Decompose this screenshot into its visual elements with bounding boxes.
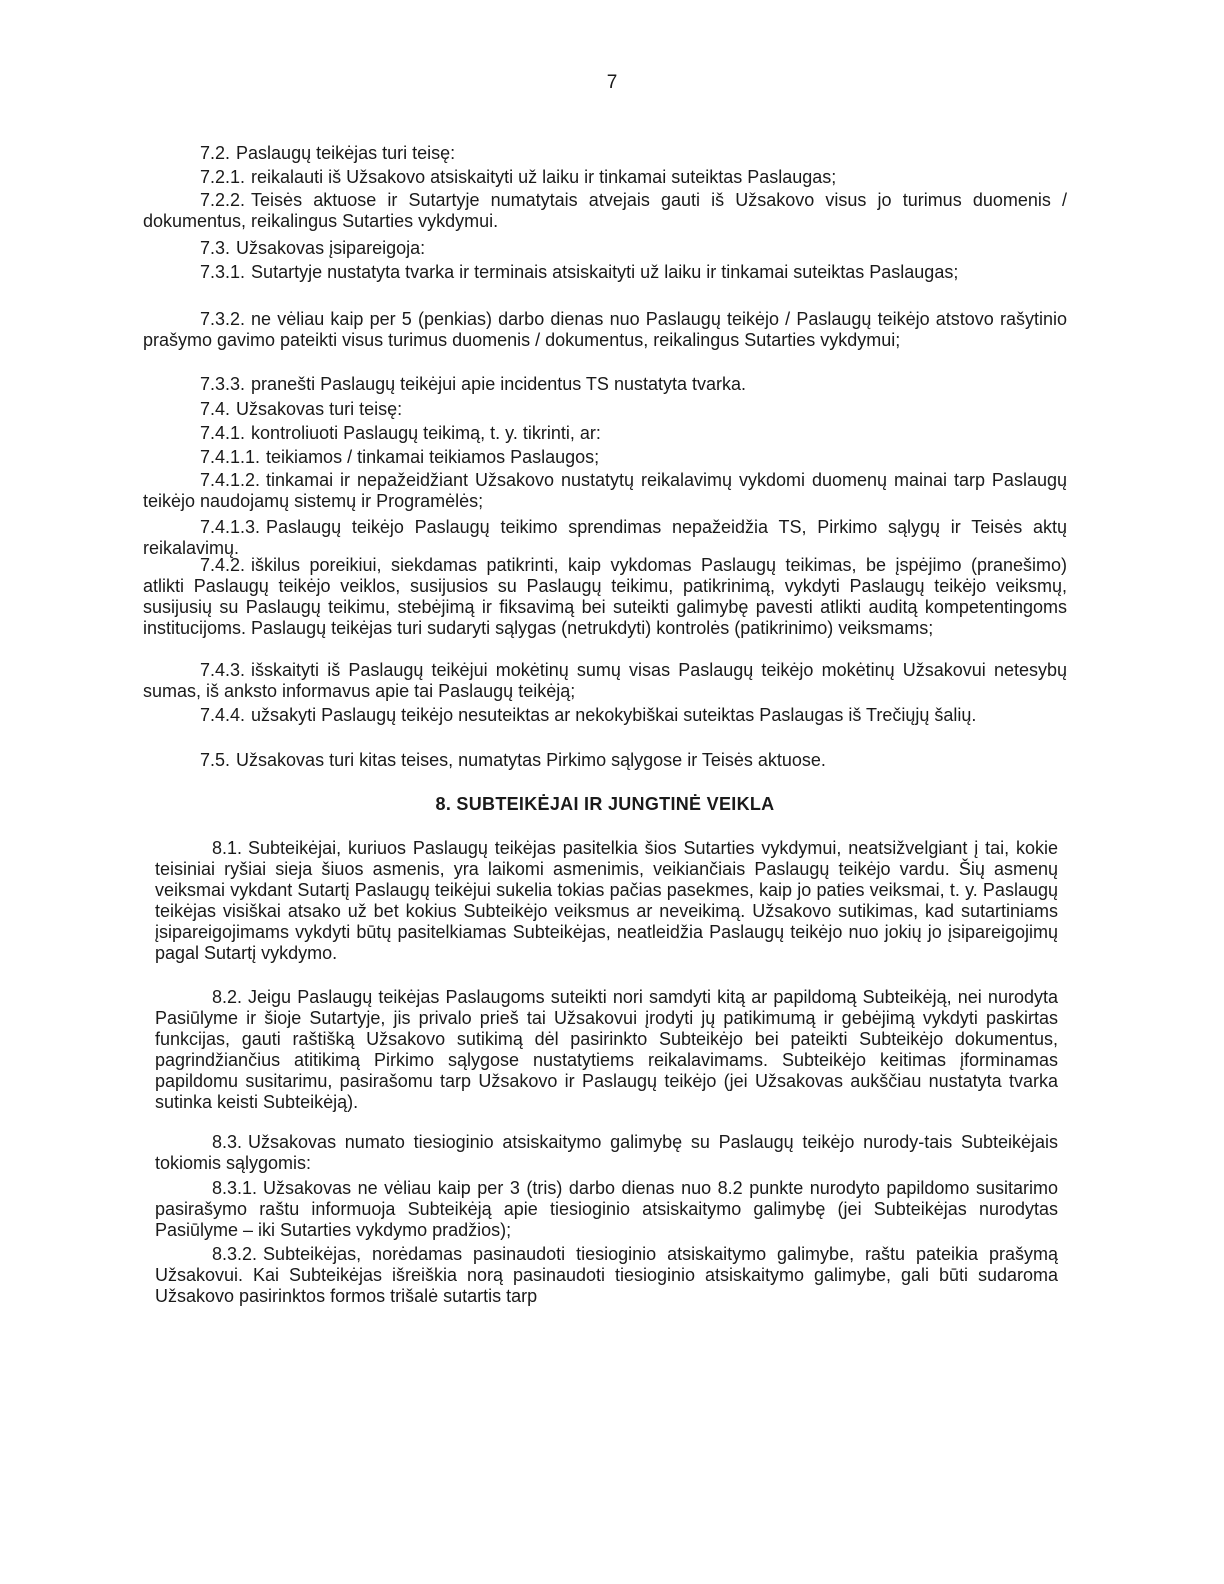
clause-number: 7.4.4. <box>200 705 246 725</box>
clause-number: 7.2. <box>200 143 231 163</box>
clause-paragraph <box>143 555 1067 639</box>
clause-number: 7.3.2. <box>200 309 246 329</box>
clause-text: Užsakovas ne vėliau kaip per 3 (tris) darbo dienas nuo 8.2 punkte nurodyto papildomo susitarimo pasirašymo raštu informuoja Subteikėją apie tiesioginio atsiskaitymo galimybę (jei Subteikėjas nurodytas Pasiūlyme – iki Sutarties vykdymo pradžios); <box>155 1178 1058 1240</box>
clause-text: Užsakovas turi teisę: <box>236 399 403 419</box>
clause-paragraph <box>143 660 1067 702</box>
clause-number: 7.4.1.2. <box>200 470 261 490</box>
clause-number: 7.4.1.3. <box>200 517 261 537</box>
clause-text: Subteikėjai, kuriuos Paslaugų teikėjas pasitelkia šios Sutarties vykdymui, neatsižvelgiant į tai, kokie teisiniai ryšiai sieja šiuos asmenis, yra laikomi asmenimis, veikiančiais Paslaugų teikėjo vardu. Šių asmenų veiksmai vykdant Sutartį Paslaugų teikėjui sukelia tokias pačias pasekmes, kaip jo paties veiksmai, t. y. Paslaugų teikėjas visiškai atsako už bet kokius Subteikėjo veiksmus ar neveikimą. Užsakovo sutikimas, kad sutartiniams įsipareigojimams vykdyti būtų pasitelkiamas Subteikėjas, neatleidžia Paslaugų teikėjo nuo jokių jo įsipareigojimų pagal Sutartį vykdymo. <box>155 838 1058 963</box>
clause-text: išskaityti iš Paslaugų teikėjui mokėtinų sumų visas Paslaugų teikėjo mokėtinų Užsakovui netesybų sumas, iš anksto informavus apie tai Paslaugų teikėją; <box>143 660 1067 701</box>
clause-number: 7.4.1. <box>200 423 246 443</box>
clause-text: Paslaugų teikėjas turi teisę: <box>236 143 456 163</box>
clause-paragraph <box>155 1244 1058 1307</box>
clause-paragraph <box>143 705 1067 726</box>
clause-paragraph <box>143 167 1067 188</box>
clause-text: Sutartyje nustatyta tvarka ir terminais atsiskaityti už laiku ir tinkamai suteiktas Paslaugas; <box>251 262 959 282</box>
clause-number: 7.5. <box>200 750 231 770</box>
clause-text: tinkamai ir nepažeidžiant Užsakovo nustatytų reikalavimų vykdomi duomenų mainai tarp Paslaugų teikėjo naudojamų sistemų ir Programėlės; <box>143 470 1067 511</box>
clause-text: Užsakovas numato tiesioginio atsiskaitymo galimybę su Paslaugų teikėjo nurody-tais Subteikėjais tokiomis sąlygomis: <box>155 1132 1058 1173</box>
clause-number: 7.4.2. <box>200 555 246 575</box>
section-heading: 8. SUBTEIKĖJAI IR JUNGTINĖ VEIKLA <box>435 794 775 814</box>
clause-number: 7.4.1.1. <box>200 447 261 467</box>
clause-paragraph <box>155 1132 1058 1174</box>
clause-number: 7.3. <box>200 238 231 258</box>
clause-paragraph <box>155 838 1058 964</box>
clause-text: teikiamos / tinkamai teikiamos Paslaugos; <box>266 447 600 467</box>
clause-paragraph <box>155 1178 1058 1241</box>
clause-paragraph <box>155 987 1058 1113</box>
clause-text: Teisės aktuose ir Sutartyje numatytais atvejais gauti iš Užsakovo visus jo turimus duomenis / dokumentus, reikalingus Sutarties vykdymui. <box>143 190 1067 231</box>
clause-number: 7.4.3. <box>200 660 246 680</box>
clause-text: Jeigu Paslaugų teikėjas Paslaugoms suteikti nori samdyti kitą ar papildomą Subteikėją, nei nurodyta Pasiūlyme ir šioje Sutartyje, jis privalo prieš tai Užsakovui įrodyti jų patikimumą ir gebėjimą vykdyti paskirtas funkcijas, gauti raštišką Užsakovo sutikimą dėl pasirinkto Subteikėjo bei pateikti Subteikėjo dokumentus, pagrindžiančius atitikimą Pirkimo sąlygose nustatytiems reikalavimams. Subteikėjo keitimas įforminamas papildomu susitarimu, pasirašomu tarp Užsakovo ir Paslaugų teikėjo (jei Užsakovas aukščiau nustatyta tvarka sutinka keisti Subteikėją). <box>155 987 1058 1112</box>
clause-number: 8.3. <box>212 1132 243 1152</box>
clause-number: 8.3.1. <box>212 1178 258 1198</box>
clause-paragraph <box>143 423 1067 444</box>
clause-number: 8.1. <box>212 838 243 858</box>
page-number: 7 <box>606 72 618 93</box>
clause-paragraph <box>143 447 1067 468</box>
clause-text: užsakyti Paslaugų teikėjo nesuteiktas ar nekokybiškai suteiktas Paslaugas iš Trečiųjų šalių. <box>251 705 977 725</box>
clause-paragraph <box>143 190 1067 232</box>
clause-text: Užsakovas turi kitas teises, numatytas Pirkimo sąlygose ir Teisės aktuose. <box>236 750 826 770</box>
clause-number: 8.2. <box>212 987 243 1007</box>
clause-text: Užsakovas įsipareigoja: <box>236 238 426 258</box>
clause-text: Paslaugų teikėjo Paslaugų teikimo sprendimas nepažeidžia TS, Pirkimo sąlygų ir Teisės aktų reikalavimų. <box>143 517 1067 558</box>
clause-paragraph <box>143 309 1067 351</box>
clause-paragraph <box>143 517 1067 559</box>
clause-number: 8.3.2. <box>212 1244 258 1264</box>
clause-paragraph <box>143 238 1067 259</box>
clause-number: 7.4. <box>200 399 231 419</box>
clause-paragraph <box>143 750 1067 771</box>
clause-number: 7.2.2. <box>200 190 246 210</box>
clause-paragraph <box>143 143 1067 164</box>
clause-paragraph <box>143 374 1067 395</box>
clause-number: 7.2.1. <box>200 167 246 187</box>
clause-text: kontroliuoti Paslaugų teikimą, t. y. tikrinti, ar: <box>251 423 601 443</box>
clause-paragraph <box>143 399 1067 420</box>
clause-text: ne vėliau kaip per 5 (penkias) darbo dienas nuo Paslaugų teikėjo / Paslaugų teikėjo atstovo rašytinio prašymo gavimo pateikti visus turimus duomenis / dokumentus, reikalingus Sutarties vykdymui; <box>143 309 1067 350</box>
clause-text: Subteikėjas, norėdamas pasinaudoti tiesioginio atsiskaitymo galimybe, raštu pateikia prašymą Užsakovui. Kai Subteikėjas išreiškia norą pasinaudoti tiesioginio atsiskaitymo galimybe, gali būti sudaroma Užsakovo pasirinktos formos trišalė sutartis tarp <box>155 1244 1058 1306</box>
clause-text: pranešti Paslaugų teikėjui apie incidentus TS nustatyta tvarka. <box>251 374 747 394</box>
clause-paragraph <box>143 262 1067 283</box>
clause-number: 7.3.3. <box>200 374 246 394</box>
clause-text: iškilus poreikiui, siekdamas patikrinti, kaip vykdomas Paslaugų teikimas, be įspėjimo (pranešimo) atlikti Paslaugų teikėjo veiklos, susijusios su Paslaugų teikimu, patikrinimą, vykdyti Paslaugų teikėjo veiksmų, susijusių su Paslaugų teikimu, stebėjimą ir fiksavimą bei suteikti galimybę pavesti atlikti auditą kompetentingoms institucijoms. Paslaugų teikėjas turi sudaryti sąlygas (netrukdyti) kontrolės (patikrinimo) veiksmams; <box>143 555 1067 638</box>
clause-number: 7.3.1. <box>200 262 246 282</box>
clause-paragraph <box>143 470 1067 512</box>
clause-text: reikalauti iš Užsakovo atsiskaityti už laiku ir tinkamai suteiktas Paslaugas; <box>251 167 837 187</box>
